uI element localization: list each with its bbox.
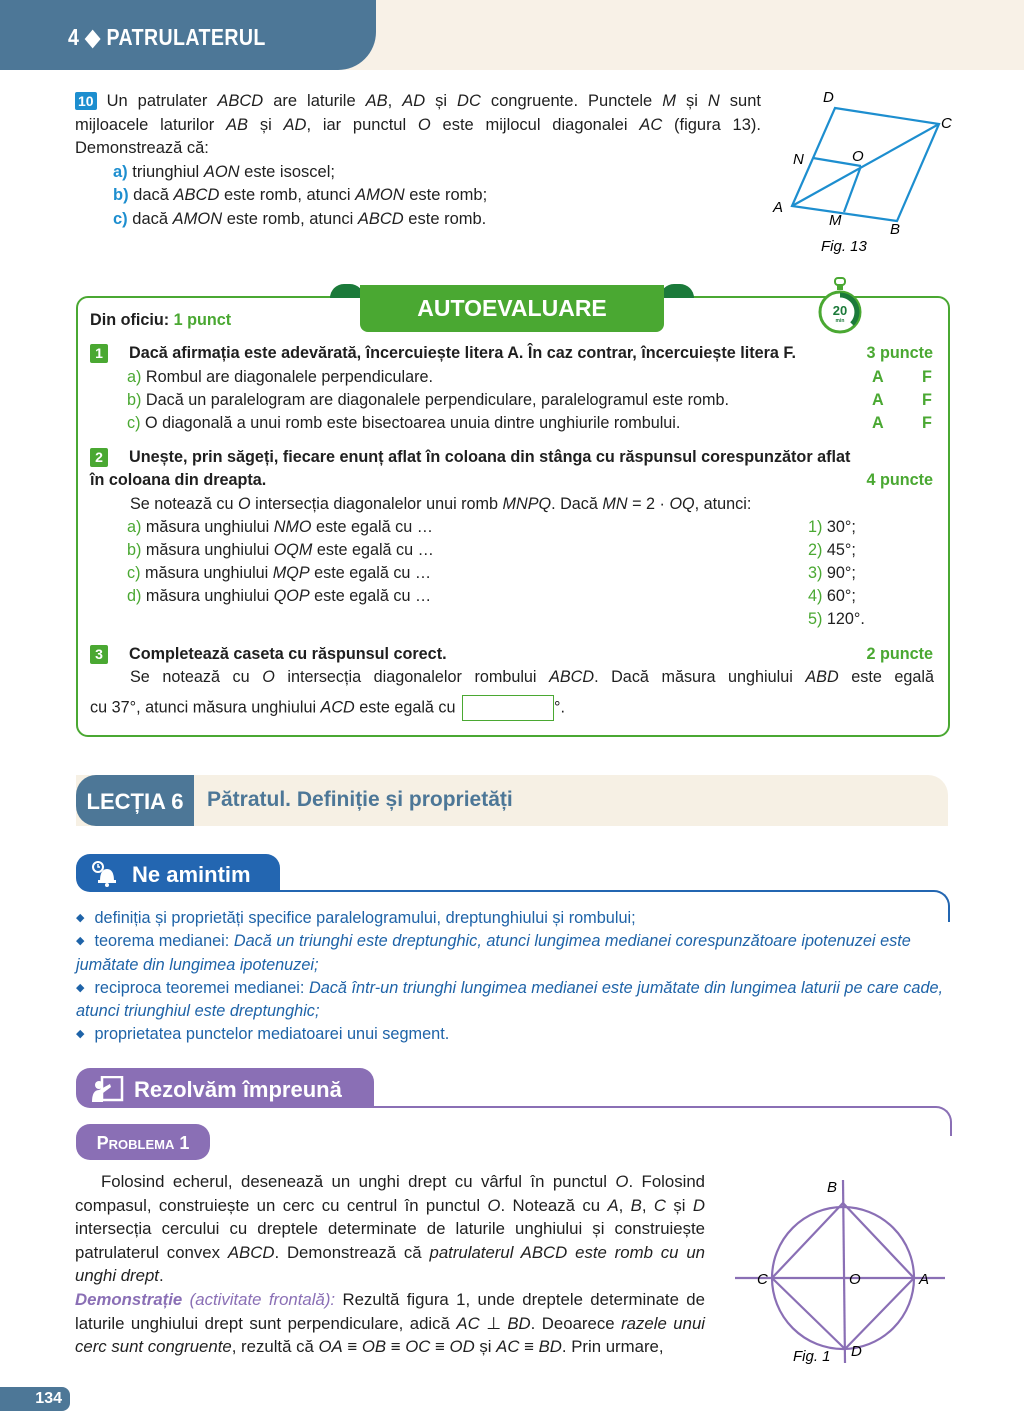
diamond-bullet-icon: ◆ (76, 981, 85, 994)
degree-suffix: °. (554, 698, 566, 717)
item-text: Dacă un paralelogram are diagonalele perpendiculare, paralelogramul este romb. (145, 391, 730, 409)
answer-input-box[interactable] (462, 695, 554, 721)
text: intersecția cercului cu dreptele determinate de laturile unghiului și construiește patrulaterul convex (75, 1219, 705, 1262)
text: . Dacă măsura unghiului (594, 668, 806, 686)
text: = 2 · (627, 495, 670, 513)
item-text: este egală cu … (311, 518, 433, 536)
page-number: 134 (0, 1387, 70, 1411)
italic-text: OA (318, 1337, 343, 1357)
text: dacă (132, 209, 173, 228)
q2-right-1[interactable] (808, 516, 856, 539)
exercise-10-item-b (75, 184, 761, 208)
stopwatch-icon (816, 276, 864, 334)
option-value: 45°; (826, 541, 856, 559)
option-label: 5) (808, 610, 823, 628)
angle-name: OQM (273, 541, 313, 559)
chapter-title: 4 ◆ PATRULATERUL (68, 24, 266, 50)
question-2-points: 4 puncte (866, 471, 933, 489)
q1-b-option-true[interactable]: A (872, 391, 884, 409)
text: . Dacă (551, 495, 603, 513)
italic-text: O (487, 1195, 501, 1215)
item-text: măsura unghiului (144, 564, 273, 582)
question-2-statement (130, 493, 751, 516)
q3-text: este egală cu (354, 698, 456, 717)
item-label: c) (113, 209, 128, 228)
text: Folosind echerul, desenează un unghi drept cu vârful în punctul (101, 1172, 616, 1191)
q2-right-3[interactable] (808, 562, 856, 585)
text: . Deoarece (530, 1313, 622, 1333)
italic-text: N (707, 92, 720, 110)
italic-text: ABCD (227, 1242, 275, 1262)
exercise-10 (75, 90, 761, 231)
bell-reminder-icon (92, 861, 116, 887)
item-text (133, 186, 487, 204)
italic-text: AMON (355, 186, 405, 204)
text: are laturile (263, 92, 366, 110)
text: triunghiul (132, 162, 204, 181)
italic-text: OC (405, 1337, 431, 1357)
italic-text: ABCD (217, 92, 264, 110)
exercise-10-item-a (75, 161, 761, 185)
tab-ear-left (330, 284, 364, 298)
item-label: c) (127, 564, 141, 582)
q1-c-option-true[interactable]: A (872, 414, 884, 432)
option-value: 90°; (826, 564, 856, 582)
label-d: D (823, 89, 834, 106)
text: (figura 13). Demonstrează că: (75, 115, 761, 157)
angle-name: MQP (272, 564, 310, 582)
q2-right-2[interactable] (808, 539, 856, 562)
italic-text: ABCD (357, 209, 404, 228)
q1-c-option-false[interactable]: F (922, 414, 932, 432)
item-text: este egală cu … (309, 564, 432, 582)
item-text (132, 163, 335, 181)
text: și (425, 92, 458, 110)
italic-text: BD (538, 1337, 562, 1357)
italic-text: BD (507, 1313, 531, 1333)
text: este romb, atunci (222, 209, 358, 228)
italic-text: patrulaterul ABCD este romb cu un unghi drept (75, 1242, 705, 1286)
italic-text: MN (602, 495, 628, 513)
diagonal-ac (792, 124, 939, 206)
italic-text: O (417, 115, 431, 134)
item-text: măsura unghiului (145, 541, 274, 559)
label-b: B (890, 221, 901, 238)
item-label: a) (127, 518, 142, 536)
italic-text: B (630, 1195, 642, 1215)
option-value: 120°. (826, 610, 865, 628)
timer-unit: min (835, 318, 845, 324)
reminder-italic: Dacă într-un triunghi lungimea medianei este jumătate din lungimea laturii pe care cade, atunci triunghiul este dreptunghic; (76, 978, 944, 1021)
label-c: C (757, 1271, 768, 1288)
tab-ear-right (660, 284, 694, 298)
problem-tag-label: Problema 1 (96, 1133, 190, 1153)
text: sunt mijloacele laturilor (75, 92, 761, 134)
angle-name: QOP (273, 587, 310, 605)
q2-left-a (127, 516, 433, 539)
exercise-10-intro (75, 90, 761, 161)
text: ≡ (342, 1337, 362, 1357)
q1-item-a (127, 366, 433, 389)
rezolvam-divider (372, 1106, 952, 1136)
italic-text: OB (361, 1337, 387, 1357)
label-o: O (849, 1271, 861, 1288)
demo-note: (activitate frontală): (182, 1289, 336, 1309)
question-3-line2 (90, 695, 565, 721)
option-value: 30°; (826, 518, 856, 536)
question-1-points: 3 puncte (866, 344, 933, 362)
italic-text: O (238, 495, 251, 513)
italic-text: ABCD (549, 668, 595, 686)
text: , (387, 92, 403, 110)
reminder-text: reciproca teoremei medianei: (94, 978, 309, 997)
text: ≡ (519, 1337, 539, 1357)
reminder-item (76, 1023, 950, 1046)
italic-text: O (615, 1172, 629, 1191)
italic-text: DC (457, 92, 481, 110)
text: . Folosind compasul, construiește un cerc cu centrul în punctul (75, 1172, 705, 1215)
question-2-number-wrap (90, 446, 108, 469)
diamond-bullet-icon: ◆ (76, 912, 85, 924)
text: și (248, 115, 284, 134)
question-number: 2 (90, 448, 108, 467)
problem-1-demonstration (75, 1288, 705, 1359)
text: congruente. Punctele (480, 92, 663, 110)
item-text: măsura unghiului (145, 518, 274, 536)
item-text: este egală cu … (312, 541, 434, 559)
q1-b-option-false[interactable]: F (922, 391, 932, 409)
lesson-title: Pătratul. Definiție și proprietăți (207, 788, 513, 811)
text: este romb, atunci (219, 186, 356, 204)
option-value: 60°; (826, 587, 856, 605)
italic-text: AD (283, 115, 307, 134)
din-oficiu-points: 1 punct (173, 311, 232, 329)
text: . Demonstrează că (274, 1242, 430, 1262)
text: ⊥ (479, 1313, 508, 1333)
text: , (641, 1195, 654, 1215)
rezolvam-title: Rezolvăm împreună (134, 1077, 342, 1102)
item-label: b) (127, 541, 142, 559)
angle-name: ACD (320, 698, 355, 717)
italic-text: MNPQ (502, 495, 552, 513)
italic-text: AC (639, 115, 663, 134)
label-c: C (941, 115, 952, 132)
italic-text: ABD (805, 668, 839, 686)
problem-tag (76, 1124, 210, 1160)
item-label: c) (127, 414, 141, 432)
q1-a-option-true[interactable]: A (872, 368, 884, 386)
option-label: 3) (808, 564, 823, 582)
text: . (158, 1266, 164, 1286)
italic-text: AD (402, 92, 426, 110)
italic-text: AON (203, 162, 240, 181)
q2-right-5[interactable] (808, 608, 865, 631)
diamond-bullet-icon: ◆ (76, 1028, 85, 1041)
item-text: Rombul are diagonalele perpendiculare. (145, 368, 433, 386)
reminder-text: proprietatea punctelor mediatoarei unui segment. (94, 1025, 450, 1044)
exercise-number: 10 (75, 92, 97, 110)
ne-amintim-header (76, 854, 280, 892)
option-label: 1) (808, 518, 823, 536)
label-o: O (852, 148, 864, 165)
text: Un patrulater (106, 92, 218, 110)
q1-item-b (127, 389, 729, 412)
din-oficiu (90, 309, 231, 332)
ne-amintim-list (76, 907, 950, 1047)
text: , (618, 1195, 631, 1215)
item-text: măsura unghiului (145, 587, 274, 605)
din-oficiu-label: Din oficiu: (90, 311, 170, 329)
figure-13-parallelogram (765, 82, 980, 262)
q2-right-4[interactable] (808, 585, 856, 608)
text: este romb. (403, 209, 487, 228)
label-b: B (827, 1179, 838, 1196)
text: Se notează cu (130, 668, 263, 686)
italic-text: A (607, 1195, 619, 1215)
italic-text: AC (456, 1313, 480, 1333)
text: și (675, 92, 708, 110)
italic-text: AB (365, 92, 388, 110)
exercise-10-item-c (75, 208, 761, 232)
ne-amintim-title: Ne amintim (132, 862, 251, 887)
item-label: b) (113, 186, 129, 204)
rezolvam-header (76, 1068, 374, 1108)
exercise-10-text (75, 92, 761, 157)
item-text (132, 210, 486, 228)
reminder-italic: Dacă un triunghi este dreptunghic, atunci lungimea medianei corespunzătoare ipotenuzei este jumătate din lungimea ipotenuzei; (76, 932, 911, 974)
text: și (474, 1337, 497, 1357)
text: ≡ (430, 1337, 450, 1357)
question-2-title-line2: în coloana din dreapta. (90, 471, 267, 489)
reminder-text: definiția și proprietăți specifice paralelogramului, dreptunghiului și rombului; (94, 909, 636, 927)
italic-text: ABCD (173, 186, 220, 204)
problem-1-statement (75, 1170, 705, 1288)
italic-text: OD (449, 1337, 475, 1357)
question-1-title: Dacă afirmația este adevărată, încercuiește litera A. În caz contrar, încercuiește litera F. (129, 344, 797, 362)
text: este mijlocul diagonalei (430, 115, 640, 134)
question-3-points: 2 puncte (866, 645, 933, 663)
lesson-tag: LECȚIA 6 (76, 775, 194, 826)
italic-text: C (653, 1195, 667, 1215)
label-n: N (793, 151, 804, 168)
italic-text: O (262, 668, 275, 686)
angle-name: NMO (273, 518, 312, 536)
italic-text: AB (226, 115, 249, 134)
text: , iar punctul (306, 115, 418, 134)
autoevaluare-title: AUTOEVALUARE (360, 285, 664, 332)
item-label: a) (127, 368, 142, 386)
reminder-item (76, 977, 950, 1024)
text: . Prin urmare, (561, 1337, 664, 1357)
question-2-title-line1: Unește, prin săgeți, fiecare enunț aflat în coloana din stânga cu răspunsul corespunzător aflat (129, 448, 851, 466)
item-label: d) (127, 587, 142, 605)
question-number: 1 (90, 344, 108, 363)
text: și (666, 1195, 693, 1215)
question-number: 3 (90, 645, 108, 664)
text: intersecția diagonalelor rombului (274, 668, 550, 686)
text: dacă (133, 186, 174, 204)
text: Rezultă figura 1, unde dreptele determinate de laturile unghiului drept sunt perpendiculare, adică (75, 1289, 705, 1333)
italic-text: D (692, 1195, 705, 1215)
question-3-number-wrap (90, 643, 108, 666)
figure-1-square-in-circle (735, 1170, 950, 1370)
label-a: A (773, 199, 784, 216)
figure-caption: Fig. 13 (821, 238, 867, 255)
label-m: M (829, 212, 842, 229)
item-text: este egală cu … (309, 587, 432, 605)
label-a: A (919, 1271, 930, 1288)
question-3-line1 (130, 666, 934, 689)
text: este romb; (404, 186, 488, 204)
q1-a-option-false[interactable]: F (922, 368, 932, 386)
italic-text: OQ (669, 495, 695, 513)
text: ≡ (386, 1337, 406, 1357)
question-1-header (90, 342, 108, 365)
question-3-title: Completează caseta cu răspunsul corect. (129, 645, 447, 663)
text: este isoscel; (239, 162, 335, 181)
q1-item-c (127, 412, 680, 435)
diamond-bullet-icon: ◆ (76, 935, 85, 948)
label-d: D (851, 1343, 862, 1360)
teacher-board-icon (90, 1076, 124, 1102)
italic-text: razele unui cerc sunt congruente (75, 1313, 706, 1357)
text: Se notează cu (130, 495, 238, 513)
item-label: b) (127, 391, 142, 409)
item-text: O diagonală a unui romb este bisectoarea unuia dintre unghiurile rombului. (144, 414, 681, 432)
italic-text: M (662, 92, 676, 110)
italic-text: AMON (172, 209, 223, 228)
figure-caption: Fig. 1 (793, 1348, 831, 1365)
q3-text: cu 37°, atunci măsura unghiului (90, 698, 321, 717)
option-label: 2) (808, 541, 823, 559)
q2-left-b (127, 539, 434, 562)
reminder-item (76, 907, 950, 930)
item-label: a) (113, 162, 128, 181)
demo-label: Demonstrație (75, 1289, 183, 1309)
text: este egală (838, 668, 934, 686)
timer-minutes: 20 (832, 303, 848, 318)
text: , atunci: (694, 495, 752, 513)
reminder-text: teorema medianei: (94, 932, 234, 951)
text: , rezultă că (231, 1337, 319, 1357)
problem-1-text (75, 1170, 705, 1359)
reminder-item (76, 930, 950, 977)
italic-text: AC (496, 1337, 520, 1357)
text: . Notează cu (500, 1195, 608, 1215)
q2-left-d (127, 585, 431, 608)
q2-left-c (127, 562, 431, 585)
text: intersecția diagonalelor unui romb (250, 495, 503, 513)
option-label: 4) (808, 587, 823, 605)
